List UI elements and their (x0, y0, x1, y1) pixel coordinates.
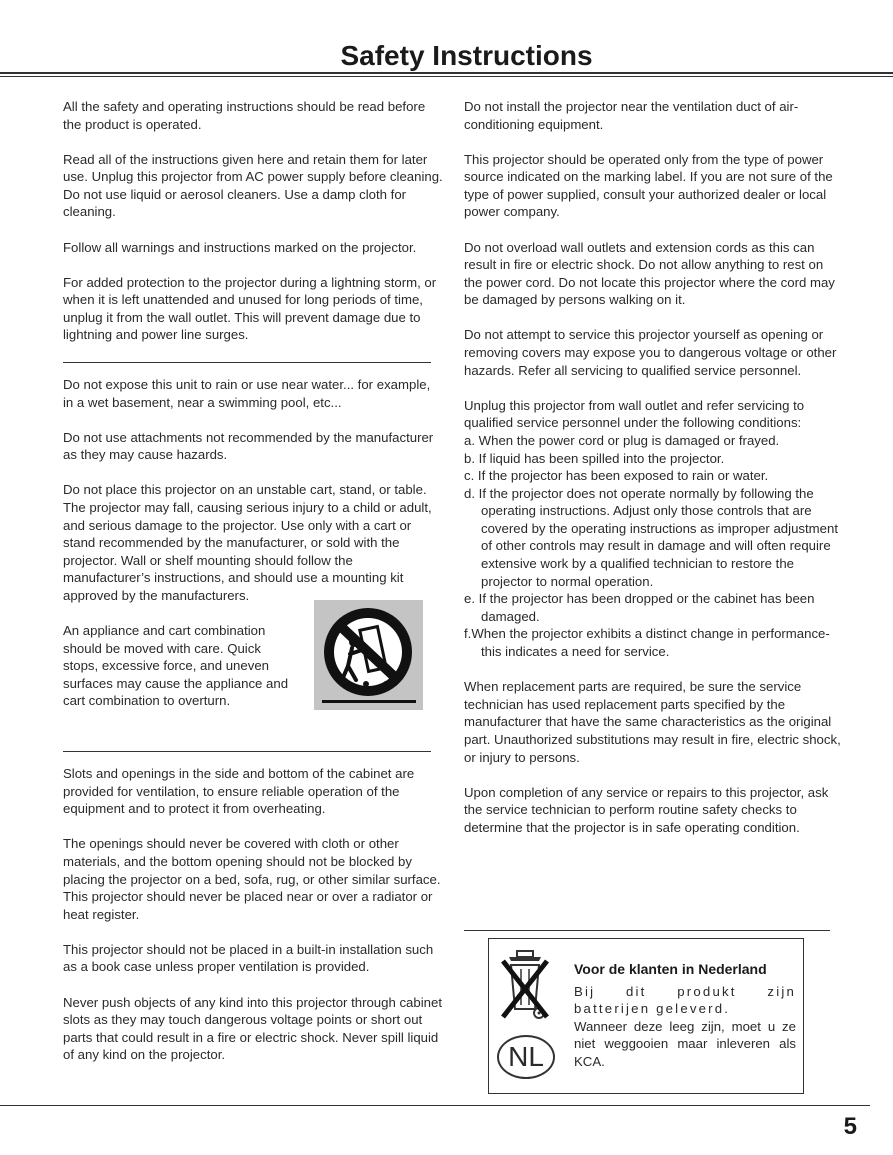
page-number: 5 (843, 1113, 857, 1140)
list-item: f.When the projector exhibits a distinct change in performance-this indicates a need for service. (464, 626, 830, 660)
list-item: c. If the projector has been exposed to rain or water. (464, 468, 769, 484)
page-title: Safety Instructions (340, 40, 593, 71)
paragraph: Do not use attachments not recommended by the manufacturer as they may cause hazards. (63, 429, 434, 463)
header-rule (0, 72, 893, 74)
paragraph: This projector should be operated only from the type of power source indicated on the marking label. If you are not sure of the type of power supplied, consult your authorized dealer or local power company. (464, 151, 833, 220)
paragraph: Do not install the projector near the ventilation duct of air-conditioning equipment. (464, 99, 799, 132)
paragraph: Do not overload wall outlets and extension cords as this can result in fire or electric shock. Do not allow anything to rest on the power cord. Do not locate this projector where the cord may be damaged by persons walking on it. (464, 239, 835, 308)
right-column (464, 98, 844, 854)
nl-notice-line: Bij dit produkt zijn batterijen geleverd. (574, 983, 796, 1017)
section-divider (63, 362, 431, 363)
paragraph: Slots and openings in the side and bottom of the cabinet are provided for ventilation, to ensure reliable operation of the equipment and to protect it from overheating. (63, 766, 415, 817)
paragraph: When replacement parts are required, be sure the service technician has used replacement parts specified by the manufacturer that have the same characteristics as the original part. Unauthorized substitutions may result in fire, electric shock, or injury to persons. (464, 679, 841, 765)
list-item: e. If the projector has been dropped or the cabinet has been damaged. (464, 591, 815, 624)
paragraph: Upon completion of any service or repairs to this projector, ask the service technician to perform routine safety checks to determine that the projector is in safe operating condition. (464, 784, 829, 835)
paragraph: Do not expose this unit to rain or use near water... for example, in a wet basement, near a swimming pool, etc... (63, 377, 431, 410)
cart-paragraph: An appliance and cart combination should be moved with care. Quick stops, excessive force, and uneven surfaces may cause the appliance and cart combination to overturn. (63, 623, 289, 709)
section-divider (464, 930, 830, 931)
footer-rule (0, 1105, 870, 1106)
list-item: a. When the power cord or plug is damaged or frayed. (464, 432, 780, 448)
nl-notice-text (574, 961, 796, 1071)
service-intro: Unplug this projector from wall outlet and refer servicing to qualified service personnel under the following conditions: (464, 397, 805, 431)
paragraph: For added protection to the projector during a lightning storm, or when it is left unattended and unused for long periods of time, unplug it from the wall outlet. This will prevent damage due to lightning and power line surges. (63, 274, 437, 343)
crossed-out-wheelie-bin-icon (497, 947, 553, 1023)
paragraph: This projector should not be placed in a built-in installation such as a book case unless proper ventilation is provided. (63, 941, 434, 975)
nl-battery-notice (488, 938, 804, 1094)
paragraph: All the safety and operating instructions should be read before the product is operated. (63, 99, 426, 132)
nl-notice-line: Wanneer deze leeg zijn, moet u ze niet weggooien maar inleveren als KCA. (574, 1018, 796, 1069)
list-item: b. If liquid has been spilled into the projector. (464, 450, 725, 466)
header-rule-thin (0, 76, 893, 77)
left-column (63, 98, 443, 1081)
paragraph: Follow all warnings and instructions marked on the projector. (63, 239, 417, 255)
paragraph: Read all of the instructions given here and retain them for later use. Unplug this projector from AC power supply before cleaning. Do not use liquid or aerosol cleaners. Use a damp cloth for cleaning. (63, 151, 443, 220)
nl-notice-heading: Voor de klanten in Nederland (574, 961, 767, 977)
cart-warning-block (63, 622, 443, 734)
service-conditions-list (464, 432, 844, 661)
list-item: d. If the projector does not operate normally by following the operating instructions. Adjust only those controls that are covered by the operating instructions as improper adjustment of other controls may result in damage and will often require extensive work by a qualified technician to restore the projector to normal operation. (464, 485, 838, 589)
section-divider (63, 751, 431, 752)
paragraph: Do not attempt to service this projector yourself as opening or removing covers may expose you to dangerous voltage or other hazards. Refer all servicing to qualified service personnel. (464, 327, 837, 378)
paragraph: Never push objects of any kind into this projector through cabinet slots as they may touch dangerous voltage points or short out parts that could result in a fire or electric shock. Never spill liquid of any kind on the projector. (63, 994, 442, 1063)
paragraph: The openings should never be covered with cloth or other materials, and the bottom opening should not be blocked by placing the projector on a bed, sofa, rug, or other similar surface. This projector should never be placed near or over a radiator or heat register. (63, 836, 441, 922)
nl-logo: NL (497, 1035, 555, 1079)
paragraph: Do not place this projector on an unstable cart, stand, or table. The projector may fall, causing serious injury to a child or adult, and serious damage to the projector. Use only with a cart or stand recommended by the manufacturer, or sold with the projector. Wall or shelf mounting should follow the manufacturer’s instructions, and should use a mounting kit approved by the manufacturers. (63, 482, 432, 603)
cart-tip-over-warning-icon (314, 600, 423, 710)
